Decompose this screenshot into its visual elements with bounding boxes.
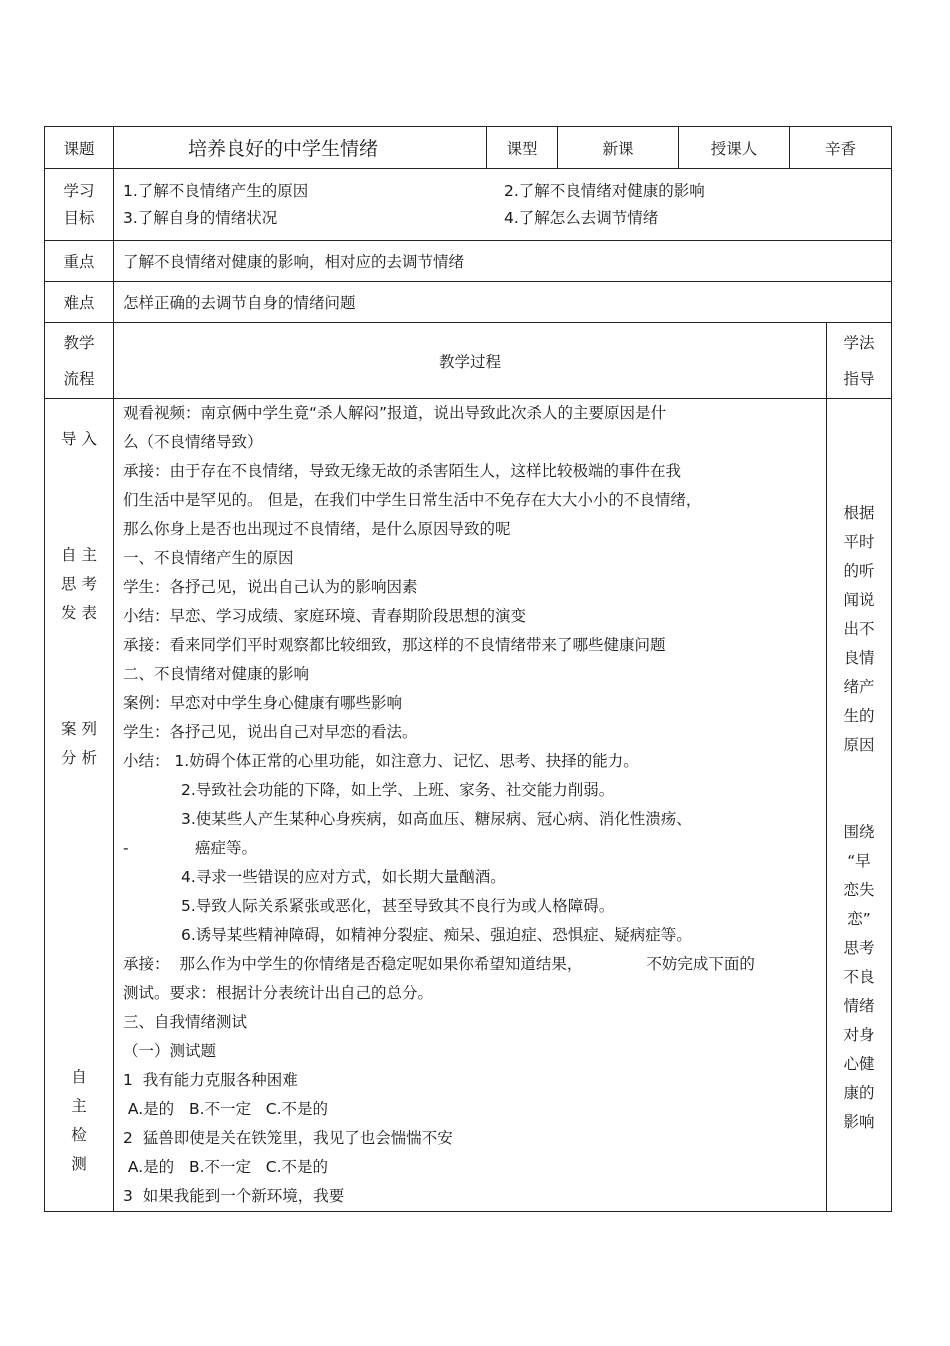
- guidance-text: 康的: [843, 1084, 875, 1102]
- process-body-row: [45, 399, 892, 1212]
- stage-label: 测: [71, 1155, 87, 1173]
- process-line: 承接：看来同学们平时观察都比较细致，那这样的不良情绪带来了哪些健康问题: [123, 636, 666, 654]
- guidance-text: 出不: [843, 620, 875, 638]
- section-heading: 二、不良情绪对健康的影响: [123, 665, 310, 683]
- section-heading: 三、自我情绪测试: [123, 1013, 248, 1031]
- objective-item: 1.了解不良情绪产生的原因: [123, 181, 309, 200]
- process-line: 测试。要求：根据计分表统计出自己的总分。: [123, 984, 434, 1002]
- guidance-text: 恋”: [847, 910, 871, 928]
- guidance-column: [827, 399, 892, 1212]
- summary-item: 4.寻求一些错误的应对方式，如长期大量酗酒。: [181, 868, 506, 886]
- guidance-text: 绪产: [843, 678, 875, 696]
- guidance-text: 闻说: [843, 591, 875, 609]
- guidance-text: “早: [847, 852, 871, 870]
- objective-item: 2.了解不良情绪对健康的影响: [504, 181, 705, 200]
- test-question: 3 如果我能到一个新环境，我要: [123, 1187, 345, 1205]
- difficulty-value: 怎样正确的去调节自身的情绪问题: [114, 282, 892, 323]
- flow-label: 教学 流程: [45, 323, 114, 399]
- guidance-text: 生的: [843, 707, 875, 725]
- process-line: 观看视频：南京俩中学生竟“杀人解闷”报道，说出导致此次杀人的主要原因是什: [123, 404, 667, 422]
- lesson-plan-table: [44, 126, 892, 1212]
- guidance-text: 思考: [843, 939, 875, 957]
- summary-item: 2.导致社会功能的下降，如上学、上班、家务、社交能力削弱。: [181, 781, 615, 799]
- summary-item: 3.使某些人产生某种心身疾病，如高血压、糖尿病、冠心病、消化性溃疡、: [181, 810, 692, 828]
- guidance-text: 对身: [843, 1026, 875, 1044]
- teacher-value: 辛香: [790, 127, 892, 169]
- process-line: 案例：早恋对中学生身心健康有哪些影响: [123, 694, 403, 712]
- summary-item-continuation: - 癌症等。: [123, 834, 826, 863]
- summary-item: 6.诱导某些精神障碍，如精神分裂症、痴呆、强迫症、恐惧症、疑病症等。: [181, 926, 692, 944]
- process-label: 教学过程: [114, 323, 827, 399]
- process-line: 承接： 那么作为中学生的你情绪是否稳定呢如果你希望知道结果， 不妨完成下面的: [123, 955, 755, 973]
- method-label: 学法 指导: [827, 323, 892, 399]
- section-heading: 一、不良情绪产生的原因: [123, 549, 294, 567]
- topic-label: 课题: [45, 127, 114, 169]
- stage-label: 主: [71, 1097, 87, 1115]
- process-line: 小结： 1.妨碍个体正常的心里功能，如注意力、记忆、思考、抉择的能力。: [123, 752, 639, 770]
- process-header-row: [45, 323, 892, 399]
- guidance-text: 根据: [843, 504, 875, 522]
- guidance-text: 影响: [843, 1113, 875, 1131]
- objectives-list: [114, 169, 892, 241]
- stage-column: [45, 399, 114, 1212]
- key-point-row: [45, 241, 892, 282]
- stage-label: 分 析: [61, 749, 97, 767]
- key-point-value: 了解不良情绪对健康的影响，相对应的去调节情绪: [114, 241, 892, 282]
- guidance-text: 平时: [843, 533, 875, 551]
- type-label: 课型: [487, 127, 558, 169]
- guidance-text: 良情: [843, 649, 875, 667]
- stage-label: 思 考: [61, 575, 97, 593]
- objective-item: 3.了解自身的情绪状况: [123, 208, 278, 227]
- test-options: A.是的 B.不一定 C.不是的: [123, 1158, 329, 1176]
- header-row: [45, 127, 892, 169]
- stage-label: 检: [71, 1126, 87, 1144]
- process-line: 小结：早恋、学习成绩、家庭环境、青春期阶段思想的演变: [123, 607, 527, 625]
- difficulty-label: 难点: [45, 282, 114, 323]
- guidance-text: 的听: [843, 562, 875, 580]
- teacher-label: 授课人: [679, 127, 790, 169]
- test-question: 1 我有能力克服各种困难: [123, 1071, 298, 1089]
- key-point-label: 重点: [45, 241, 114, 282]
- guidance-text: 不良: [843, 968, 875, 986]
- objectives-row: [45, 169, 892, 241]
- objectives-label: 学习 目标: [45, 169, 114, 241]
- test-options: A.是的 B.不一定 C.不是的: [123, 1100, 329, 1118]
- guidance-text: 情绪: [843, 997, 875, 1015]
- guidance-text: 原因: [843, 736, 875, 754]
- guidance-text: 心健: [843, 1055, 875, 1073]
- test-question: 2 猛兽即使是关在铁笼里，我见了也会惴惴不安: [123, 1129, 453, 1147]
- type-value: 新课: [558, 127, 679, 169]
- stage-label: 自: [71, 1068, 87, 1086]
- topic-value: 培养良好的中学生情绪: [114, 127, 487, 169]
- summary-item: 5.导致人际关系紧张或恶化，甚至导致其不良行为或人格障碍。: [181, 897, 615, 915]
- process-line: 么（不良情绪导致）: [123, 433, 263, 451]
- guidance-text: 恋失: [843, 881, 875, 899]
- stage-label: 案 列: [61, 720, 97, 738]
- process-line: 承接：由于存在不良情绪，导致无缘无故的杀害陌生人，这样比较极端的事件在我: [123, 462, 682, 480]
- process-line: 学生：各抒己见，说出自己认为的影响因素: [123, 578, 418, 596]
- objective-item: 4.了解怎么去调节情绪: [504, 208, 659, 227]
- difficulty-row: [45, 282, 892, 323]
- process-line: 那么你身上是否也出现过不良情绪，是什么原因导致的呢: [123, 520, 511, 538]
- dash-mark: -: [123, 839, 129, 857]
- stage-label: 发 表: [61, 604, 97, 622]
- subsection-heading: （一）测试题: [123, 1042, 217, 1060]
- process-line: 学生：各抒己见，说出自己对早恋的看法。: [123, 723, 418, 741]
- stage-label: 导 入: [61, 430, 97, 448]
- process-line: 们生活中是罕见的。 但是，在我们中学生日常生活中不免存在大大小小的不良情绪，: [123, 491, 702, 509]
- stage-label: 自 主: [61, 546, 97, 564]
- guidance-text: 围绕: [843, 823, 875, 841]
- process-content: [114, 399, 827, 1212]
